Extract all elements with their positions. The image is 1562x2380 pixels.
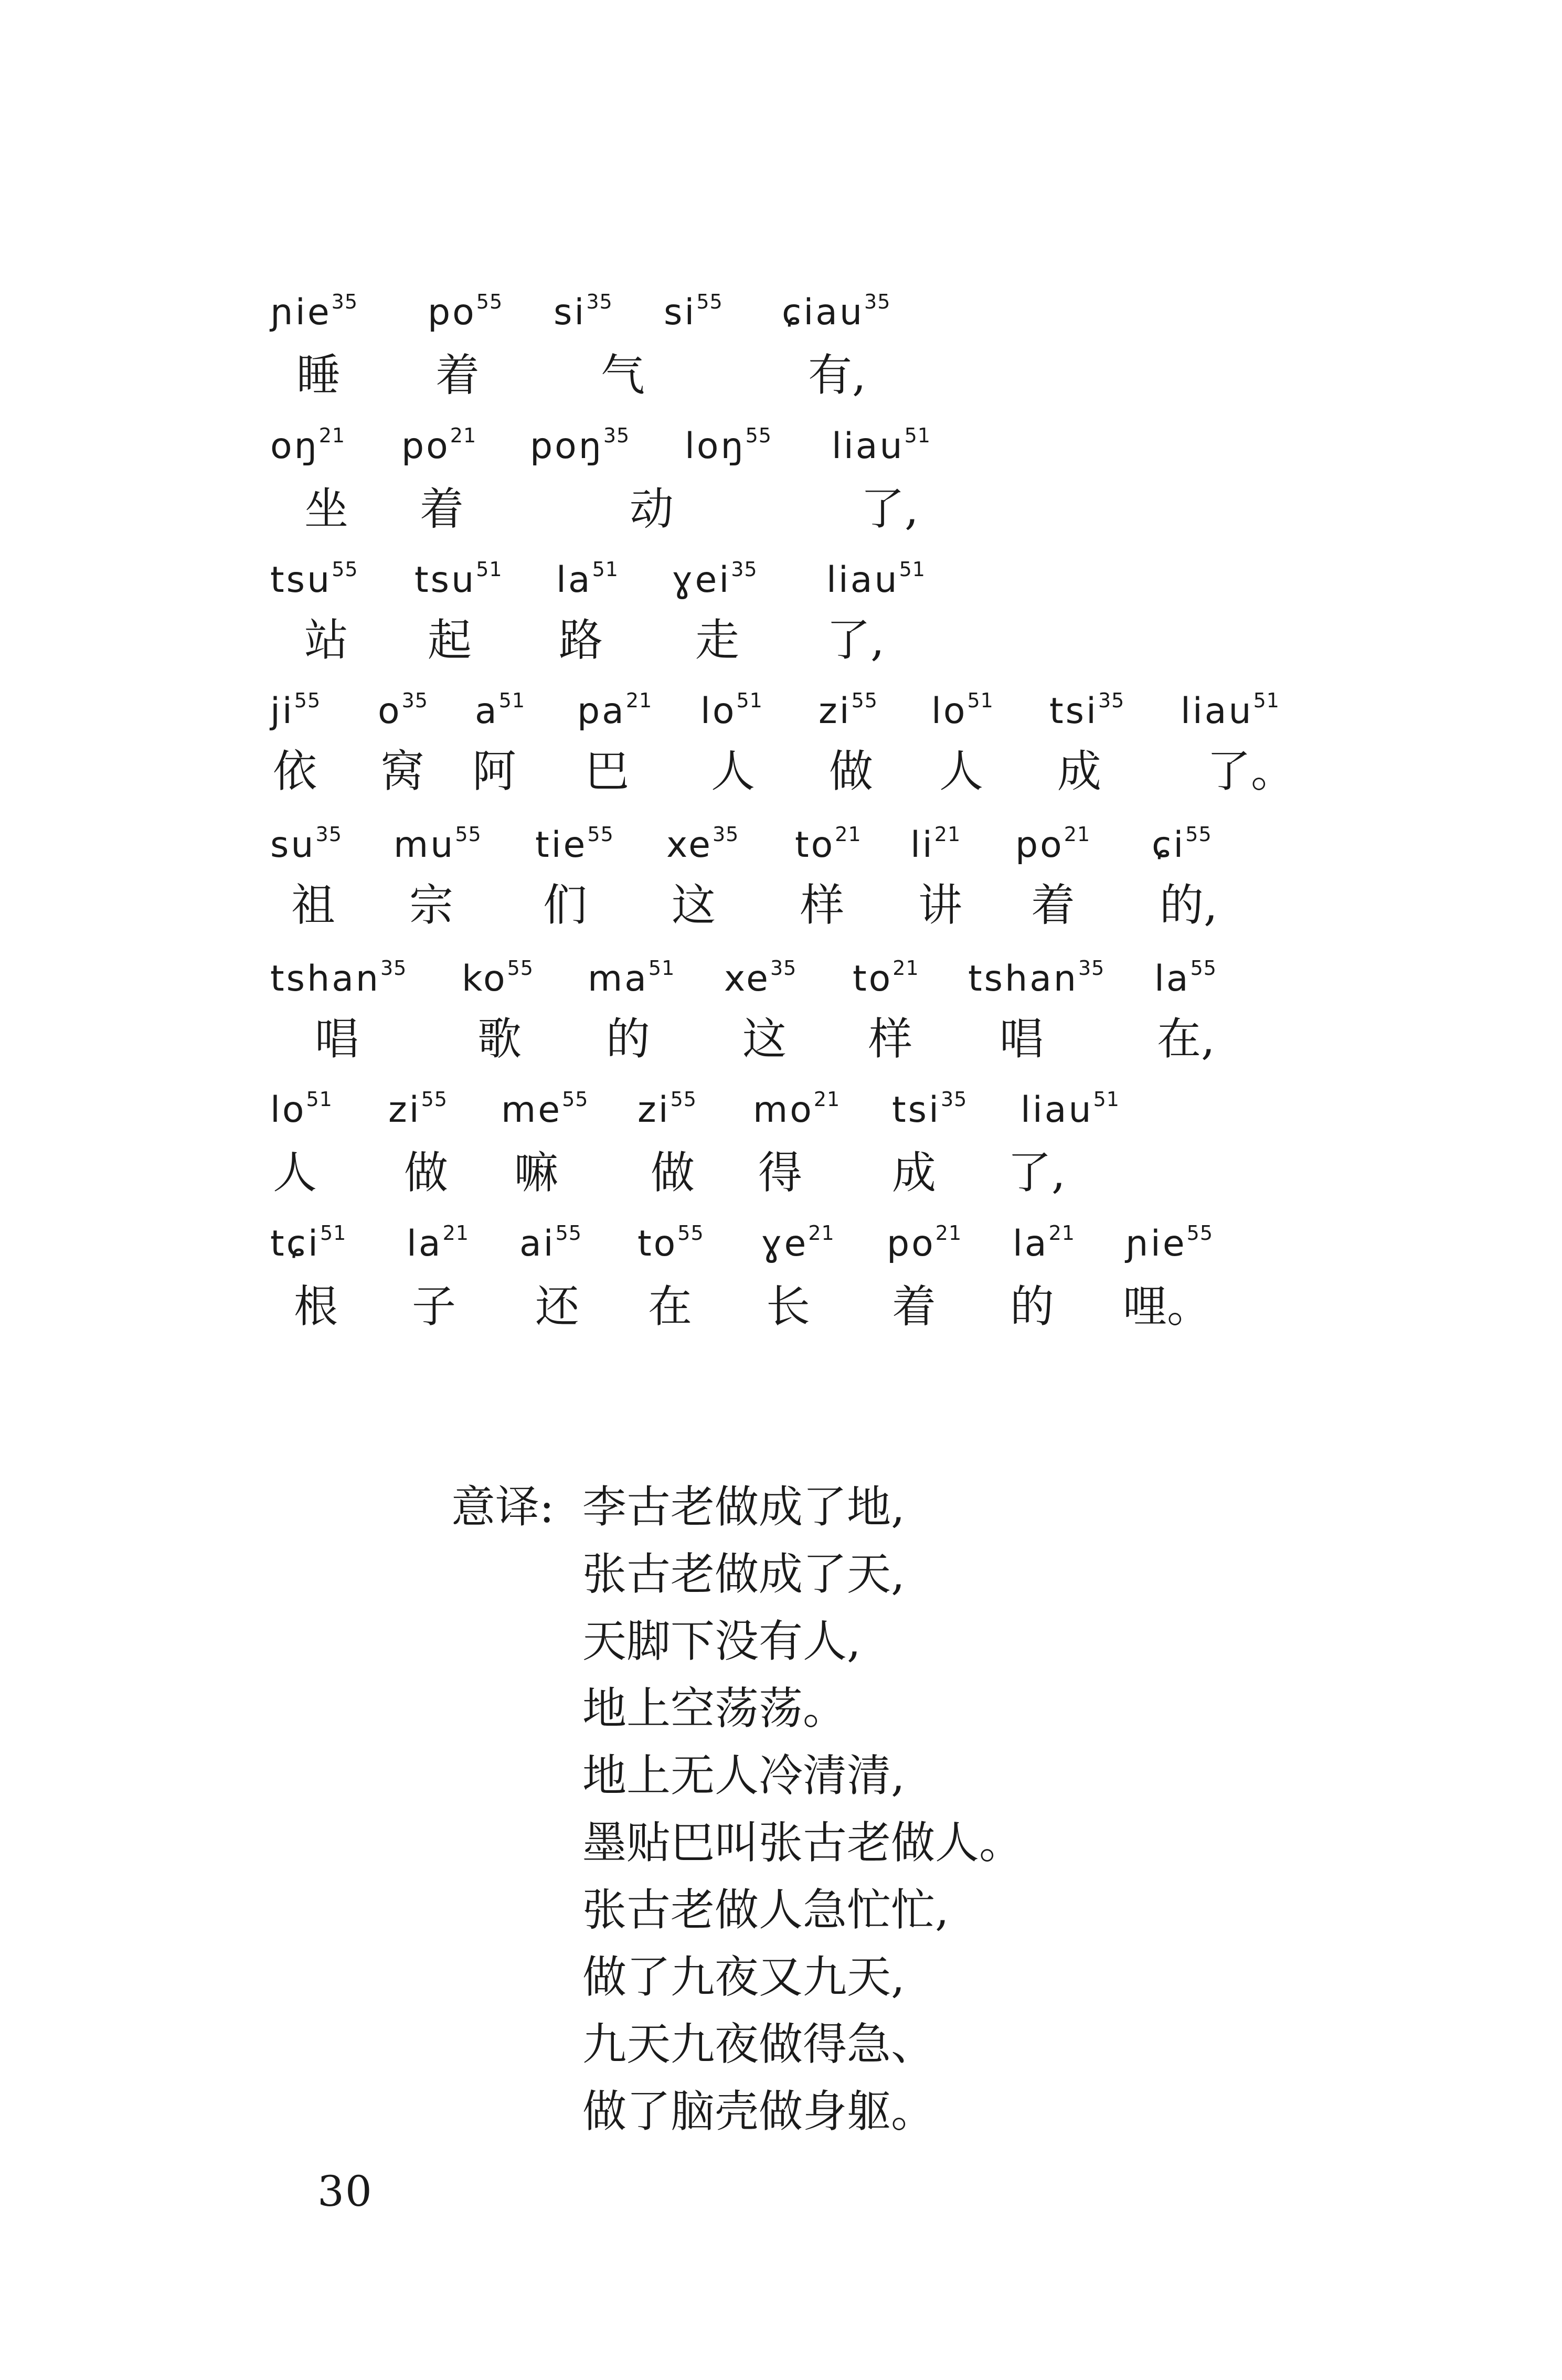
romanized-syllable: liau$^{51}$ — [826, 558, 926, 601]
gloss-char: 了。 — [1207, 746, 1295, 797]
gloss-char: 的 — [1010, 1281, 1055, 1332]
gloss-line — [0, 480, 1562, 543]
translation-line: 地上无人冷清清, — [582, 1750, 905, 1801]
gloss-char: 着 — [892, 1281, 937, 1332]
gloss-char: 坐 — [304, 483, 349, 535]
translation-label: 意译: — [451, 1481, 555, 1533]
romanized-syllable: $zi^{55}$ — [637, 1088, 697, 1131]
gloss-line — [0, 1010, 1562, 1073]
romanized-syllable: $la^{21}$ — [1013, 1221, 1075, 1265]
gloss-char: 哩。 — [1123, 1281, 1212, 1332]
gloss-char: 起 — [428, 614, 472, 666]
romanization-line — [0, 944, 1562, 1007]
romanized-syllable: liau$^{51}$ — [832, 424, 931, 467]
romanized-syllable: $to^{55}$ — [637, 1221, 704, 1265]
gloss-char: 在 — [648, 1281, 693, 1332]
gloss-line — [0, 1278, 1562, 1341]
gloss-char: 们 — [543, 879, 588, 931]
gloss-char: 还 — [535, 1281, 580, 1332]
gloss-char: 窝 — [380, 746, 425, 797]
gloss-line — [0, 876, 1562, 939]
gloss-char: 着 — [420, 483, 464, 535]
romanized-syllable: $po^{21}$ — [887, 1221, 962, 1265]
gloss-char: 人 — [711, 746, 756, 797]
romanization-line — [0, 1209, 1562, 1272]
gloss-char: 宗 — [409, 879, 454, 931]
gloss-char: 了, — [860, 483, 919, 535]
romanized-syllable: $la^{21}$ — [407, 1221, 469, 1265]
romanized-syllable: $po^{55}$ — [428, 290, 503, 333]
gloss-char: 了, — [826, 614, 885, 666]
gloss-char: 子 — [412, 1281, 456, 1332]
romanization-line — [0, 546, 1562, 609]
romanized-syllable: $lo^{51}$ — [700, 689, 763, 732]
gloss-char: 根 — [294, 1281, 338, 1332]
romanized-syllable: $su^{35}$ — [270, 823, 342, 866]
romanized-syllable: ɲie$^{35}$ — [270, 290, 358, 333]
translation-line: 九天九夜做得急、 — [582, 2018, 936, 2070]
gloss-char: 气 — [601, 349, 645, 401]
gloss-line — [0, 742, 1562, 805]
gloss-char: 得 — [758, 1147, 803, 1198]
romanized-syllable: $lo^{51}$ — [931, 689, 994, 732]
gloss-char: 长 — [766, 1281, 811, 1332]
romanized-syllable: ɕiau$^{35}$ — [782, 290, 891, 333]
romanized-syllable: tsu$^{51}$ — [415, 558, 503, 601]
romanization-line — [0, 677, 1562, 740]
gloss-char: 祖 — [291, 879, 336, 931]
romanized-syllable: $ma^{51}$ — [588, 957, 675, 1000]
romanized-syllable: $ko^{55}$ — [462, 957, 534, 1000]
translation-line: 李古老做成了地, — [582, 1481, 905, 1533]
romanized-syllable: $la^{55}$ — [1154, 957, 1217, 1000]
romanized-syllable: $po^{21}$ — [401, 424, 477, 467]
romanized-syllable: $po^{21}$ — [1015, 823, 1091, 866]
translation-line: 张古老做人急忙忙, — [582, 1884, 949, 1936]
romanized-syllable: $mu^{55}$ — [394, 823, 482, 866]
gloss-char: 着 — [435, 349, 480, 401]
gloss-char: 巴 — [585, 746, 630, 797]
romanized-syllable: poŋ$^{35}$ — [530, 424, 630, 467]
gloss-char: 样 — [800, 879, 845, 931]
romanized-syllable: $si^{55}$ — [664, 290, 723, 333]
gloss-char: 做 — [829, 746, 874, 797]
romanized-syllable: $zi^{55}$ — [388, 1088, 448, 1131]
romanized-syllable: loŋ$^{55}$ — [685, 424, 772, 467]
gloss-char: 样 — [868, 1013, 913, 1065]
romanized-syllable: $mo^{21}$ — [753, 1088, 841, 1131]
gloss-char: 睡 — [296, 349, 341, 401]
romanized-syllable: liau$^{51}$ — [1021, 1088, 1120, 1131]
romanized-syllable: ɲie$^{55}$ — [1125, 1221, 1214, 1265]
romanization-line — [0, 811, 1562, 874]
gloss-char: 有, — [808, 349, 866, 401]
romanized-syllable: liau$^{51}$ — [1181, 689, 1280, 732]
gloss-char: 着 — [1031, 879, 1076, 931]
romanized-syllable: tɕi$^{51}$ — [270, 1221, 347, 1265]
romanized-syllable: $ai^{55}$ — [519, 1221, 582, 1265]
romanized-syllable: tshan$^{35}$ — [968, 957, 1105, 1000]
gloss-char: 唱 — [1000, 1013, 1044, 1065]
gloss-line — [0, 346, 1562, 409]
gloss-char: 做 — [651, 1147, 695, 1198]
romanized-syllable: ɣei$^{35}$ — [672, 558, 758, 601]
romanization-line — [0, 412, 1562, 475]
gloss-char: 阿 — [472, 746, 517, 797]
translation-line: 做了九夜又九天, — [582, 1951, 905, 2003]
romanized-syllable: $ji^{55}$ — [270, 689, 321, 732]
gloss-char: 依 — [273, 746, 317, 797]
gloss-char: 的 — [606, 1013, 651, 1065]
gloss-char: 成 — [1057, 746, 1102, 797]
gloss-char: 嘛 — [514, 1147, 559, 1198]
gloss-char: 这 — [742, 1013, 787, 1065]
translation-line: 张古老做成了天, — [582, 1548, 905, 1600]
gloss-char: 了, — [1007, 1147, 1066, 1198]
gloss-char: 唱 — [315, 1013, 359, 1065]
romanization-line — [0, 278, 1562, 341]
romanized-syllable: $lo^{51}$ — [270, 1088, 333, 1131]
translation-line: 墨贴巴叫张古老做人。 — [582, 1817, 1024, 1868]
translation-line: 做了脑壳做身躯。 — [582, 2086, 936, 2137]
gloss-char: 走 — [695, 614, 740, 666]
gloss-char: 歌 — [477, 1013, 522, 1065]
translation-line: 天脚下没有人, — [582, 1616, 861, 1667]
romanized-syllable: $me^{55}$ — [501, 1088, 589, 1131]
romanized-syllable: $oŋ^{21}$ — [270, 424, 346, 467]
gloss-char: 的, — [1160, 879, 1218, 931]
romanized-syllable: ɕi$^{55}$ — [1152, 823, 1212, 866]
romanized-syllable: tshan$^{35}$ — [270, 957, 407, 1000]
romanized-syllable: tie$^{55}$ — [535, 823, 614, 866]
gloss-char: 讲 — [918, 879, 963, 931]
gloss-line — [0, 1144, 1562, 1207]
romanized-syllable: tsi$^{35}$ — [1049, 689, 1125, 732]
romanized-syllable: ɣe$^{21}$ — [761, 1221, 835, 1265]
romanized-syllable: $la^{51}$ — [556, 558, 619, 601]
romanized-syllable: $zi^{55}$ — [819, 689, 878, 732]
romanized-syllable: tsu$^{55}$ — [270, 558, 358, 601]
romanized-syllable: $pa^{21}$ — [577, 689, 653, 732]
gloss-char: 成 — [892, 1147, 937, 1198]
romanization-line — [0, 1076, 1562, 1139]
gloss-char: 人 — [939, 746, 984, 797]
romanized-syllable: tsi$^{35}$ — [892, 1088, 968, 1131]
romanized-syllable: $a^{51}$ — [475, 689, 526, 732]
gloss-char: 人 — [273, 1147, 317, 1198]
gloss-char: 在, — [1157, 1013, 1215, 1065]
romanized-syllable: $xe^{35}$ — [724, 957, 797, 1000]
gloss-line — [0, 611, 1562, 674]
romanized-syllable: $si^{35}$ — [554, 290, 613, 333]
gloss-char: 做 — [404, 1147, 449, 1198]
gloss-char: 这 — [672, 879, 716, 931]
romanized-syllable: $to^{21}$ — [795, 823, 862, 866]
translation-line: 地上空荡荡。 — [582, 1683, 847, 1734]
gloss-char: 动 — [630, 483, 674, 535]
romanized-syllable: $o^{35}$ — [378, 689, 428, 732]
romanized-syllable: $li^{21}$ — [910, 823, 961, 866]
gloss-char: 路 — [559, 614, 603, 666]
page-number: 30 — [317, 2167, 373, 2216]
gloss-char: 站 — [304, 614, 349, 666]
romanized-syllable: $to^{21}$ — [853, 957, 919, 1000]
romanized-syllable: $xe^{35}$ — [666, 823, 739, 866]
